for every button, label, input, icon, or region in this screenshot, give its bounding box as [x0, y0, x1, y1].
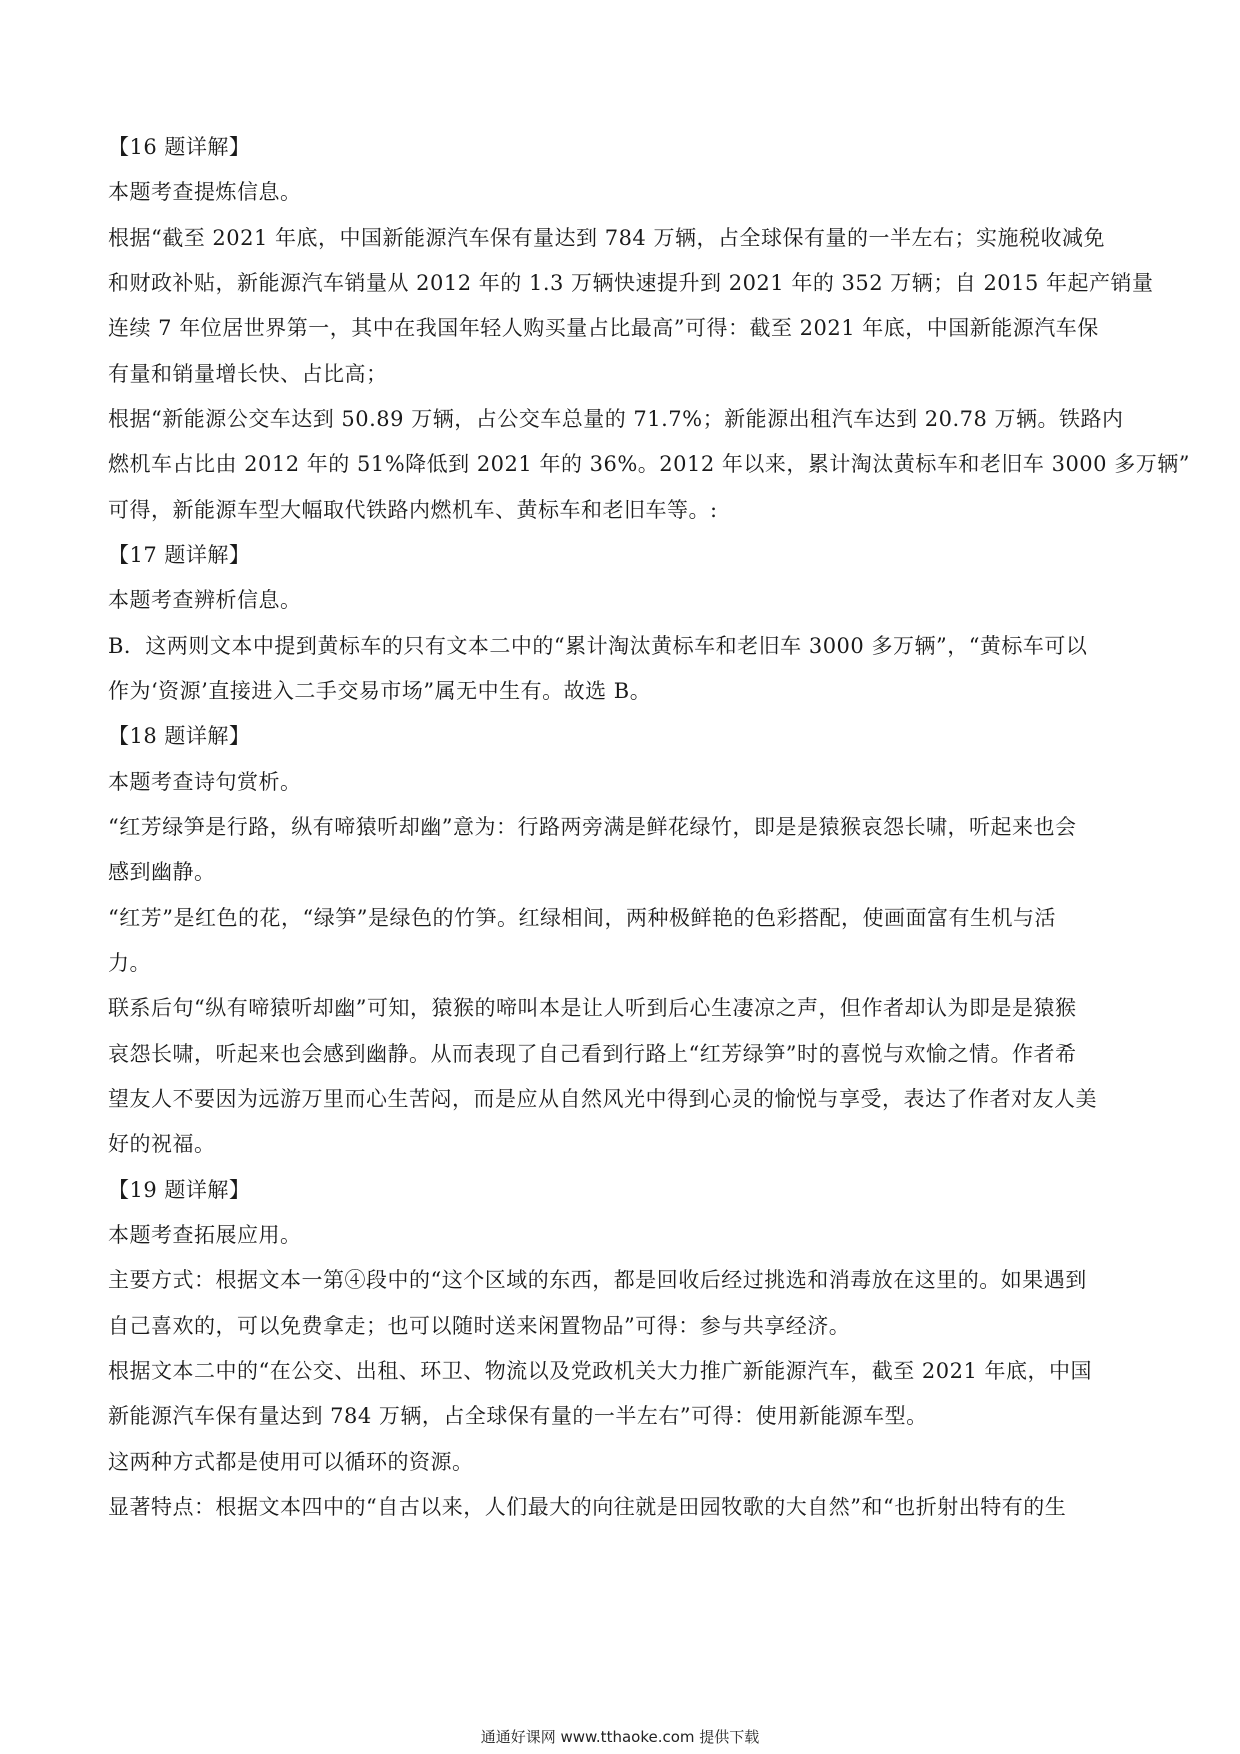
text-line: 可得，新能源车型大幅取代铁路内燃机车、黄标车和老旧车等。: [108, 498, 718, 522]
text-line: “红芳绿笋是行路，纵有啼猿听却幽”意为：行路两旁满是鲜花绿竹，即是是猿猴哀怨长啸，听起来也会 [108, 815, 1077, 839]
text-line: 根据“截至 2021 年底，中国新能源汽车保有量达到 784 万辆，占全球保有量的一半左右；实施税收减免 [108, 226, 1105, 250]
text-line: “红芳”是红色的花，“绿笋”是绿色的竹笋。红绿相间，两种极鲜艳的色彩搭配，使画面富有生机与活 [108, 906, 1056, 930]
text-line: 联系后句“纵有啼猿听却幽”可知，猿猴的啼叫本是让人听到后心生凄凉之声，但作者却认为即是是猿猴 [108, 996, 1077, 1020]
text-line: 好的祝福。 [108, 1132, 216, 1156]
text-line: 和财政补贴，新能源汽车销量从 2012 年的 1.3 万辆快速提升到 2021 年的 352 万辆；自 2015 年起产销量 [108, 271, 1154, 295]
text-line: 根据“新能源公交车达到 50.89 万辆，占公交车总量的 71.7%；新能源出租汽车达到 20.78 万辆。铁路内 [108, 407, 1124, 431]
text-line: 这两种方式都是使用可以循环的资源。 [108, 1450, 474, 1474]
text-line: 根据文本二中的“在公交、出租、环卫、物流以及党政机关大力推广新能源汽车，截至 2021 年底，中国 [108, 1359, 1093, 1383]
text-line: 新能源汽车保有量达到 784 万辆，占全球保有量的一半左右”可得：使用新能源车型。 [108, 1404, 928, 1428]
heading-16: 【16 题详解】 [108, 135, 251, 159]
text-line: 显著特点：根据文本四中的“自古以来，人们最大的向往就是田园牧歌的大自然”和“也折射出特有的生 [108, 1495, 1067, 1519]
heading-17: 【17 题详解】 [108, 543, 251, 567]
text-line: 连续 7 年位居世界第一，其中在我国年轻人购买量占比最高”可得：截至 2021 年底，中国新能源汽车保 [108, 316, 1099, 340]
text-line: 哀怨长啸，听起来也会感到幽静。从而表现了自己看到行路上“红芳绿笋”时的喜悦与欢愉之情。作者希 [108, 1042, 1077, 1066]
heading-19: 【19 题详解】 [108, 1178, 251, 1202]
text-line: 主要方式：根据文本一第④段中的“这个区域的东西，都是回收后经过挑选和消毒放在这里的。如果遇到 [108, 1268, 1087, 1292]
text-line: 自己喜欢的，可以免费拿走；也可以随时送来闲置物品”可得：参与共享经济。 [108, 1314, 851, 1338]
text-line: 有量和销量增长快、占比高； [108, 362, 388, 386]
text-line: 作为‘资源’直接进入二手交易市场”属无中生有。故选 B。 [108, 679, 652, 703]
text-line: 本题考查辨析信息。 [108, 588, 302, 612]
text-line: 本题考查诗句赏析。 [108, 770, 302, 794]
text-line: 燃机车占比由 2012 年的 51%降低到 2021 年的 36%。2012 年以来，累计淘汰黄标车和老旧车 3000 多万辆” [108, 452, 1190, 476]
text-line: 本题考查拓展应用。 [108, 1223, 302, 1247]
text-line: 感到幽静。 [108, 860, 216, 884]
text-line: 本题考查提炼信息。 [108, 180, 302, 204]
heading-18: 【18 题详解】 [108, 724, 251, 748]
text-line: 力。 [108, 951, 151, 975]
page-footer: 通通好课网 www.tthaoke.com 提供下载 [480, 1728, 760, 1746]
text-line: B．这两则文本中提到黄标车的只有文本二中的“累计淘汰黄标车和老旧车 3000 多万辆”，“黄标车可以 [108, 634, 1088, 658]
text-line: 望友人不要因为远游万里而心生苦闷，而是应从自然风光中得到心灵的愉悦与享受，表达了作者对友人美 [108, 1087, 1097, 1111]
